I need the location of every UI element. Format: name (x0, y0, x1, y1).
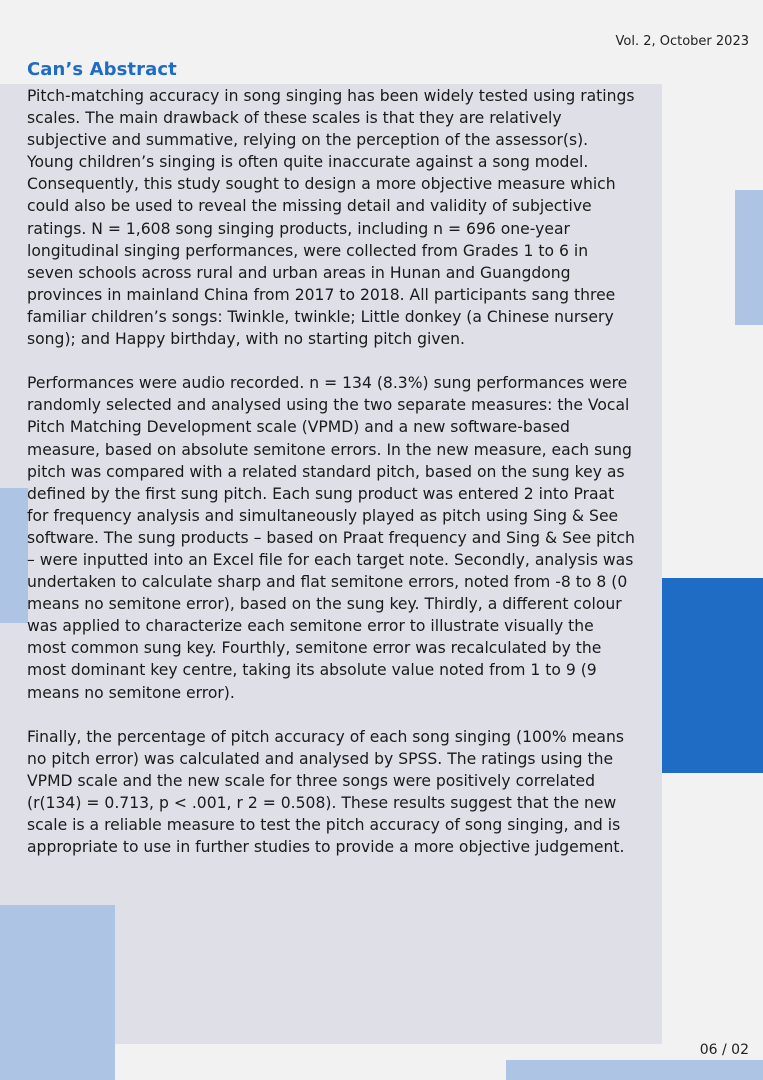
abstract-paragraph-2: Performances were audio recorded. n = 134 (8.3%) sung performances were randomly selected and analysed using the two separate measures: the Vocal Pitch Matching Development scale (VPMD) and a new software-based measure, based on absolute semitone errors. In the new measure, each sung pitch was compared with a related standard pitch, based on the sung key as defined by the first sung pitch. Each sung product was entered 2 into Praat for frequency analysis and simultaneously played as pitch using Sing & See software. The sung products – based on Praat frequency and Sing & See pitch – were inputted into an Excel file for each target note. Secondly, analysis was undertaken to calculate sharp and flat semitone errors, noted from -8 to 8 (0 means no semitone error), based on the sung key. Thirdly, a different colour was applied to characterize each semitone error to illustrate visually the most common sung key. Fourthly, semitone error was recalculated by the most dominant key centre, taking its absolute value noted from 1 to 9 (9 means no semitone error). (27, 374, 635, 702)
decorative-block-bottom-right (506, 1060, 763, 1080)
issue-label: Vol. 2, October 2023 (615, 34, 749, 49)
page-title: Can’s Abstract (27, 59, 177, 80)
abstract-paragraph-1: Pitch-matching accuracy in song singing has been widely tested using ratings scales. The main drawback of these scales is that they are relatively subjective and summative, relying on the perception of the assessor(s). Young children’s singing is often quite inaccurate against a song model. Consequently, this study sought to design a more objective measure which could also be used to reveal the missing detail and validity of subjective ratings. N = 1,608 song singing products, including n = 696 one-year longitudinal singing performances, were collected from Grades 1 to 6 in seven schools across rural and urban areas in Hunan and Guangdong provinces in mainland China from 2017 to 2018. All participants sang three familiar children’s songs: Twinkle, twinkle; Little donkey (a Chinese nursery song); and Happy birthday, with no starting pitch given. (27, 87, 635, 349)
abstract-body (27, 85, 635, 880)
page-number: 06 / 02 (699, 1042, 749, 1058)
decorative-block-right-top (735, 190, 763, 325)
decorative-block-right-middle (662, 578, 763, 773)
decorative-block-left-middle (0, 488, 28, 623)
abstract-paragraph-3: Finally, the percentage of pitch accuracy of each song singing (100% means no pitch error) was calculated and analysed by SPSS. The ratings using the VPMD scale and the new scale for three songs were positively correlated (r(134) = 0.713, p < .001, r 2 = 0.508). These results suggest that the new scale is a reliable measure to test the pitch accuracy of song singing, and is appropriate to use in further studies to provide a more objective judgement. (27, 727, 625, 857)
decorative-block-left-bottom (0, 905, 115, 1080)
